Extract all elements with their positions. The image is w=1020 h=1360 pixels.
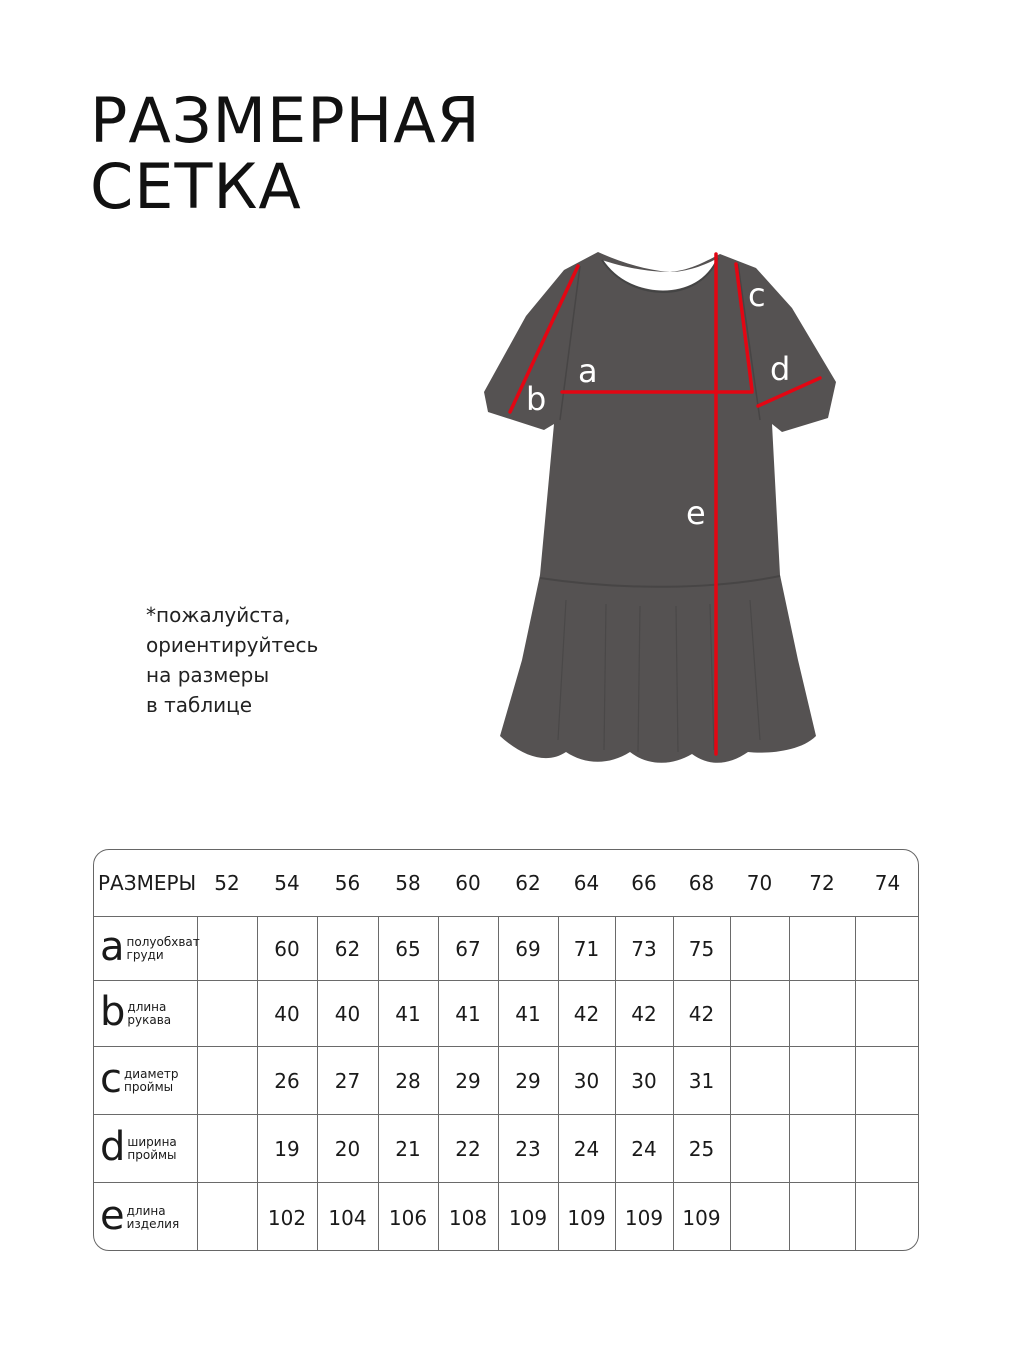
param-letter: c [100,1055,122,1102]
size-header-cell: 58 [395,871,421,895]
value-cell [855,981,919,1047]
value-cell: 31 [673,1047,730,1115]
param-label [100,1055,197,1102]
value-cell: 42 [673,981,730,1047]
param-name: длина рукава [127,999,172,1027]
param-label [100,988,197,1035]
value-cell: 109 [615,1183,673,1252]
param-letter: d [100,1123,126,1170]
value-cell: 106 [378,1183,438,1252]
param-name: полуобхват груди [126,934,200,962]
param-label [100,1192,197,1239]
table-row [94,981,919,1047]
value-cell [855,1115,919,1183]
page-title [90,84,481,223]
param-letter: a [100,923,125,970]
value-cell: 102 [257,1183,317,1252]
value-cell: 28 [378,1047,438,1115]
measure-label-d: d [770,350,791,388]
param-letter: b [100,988,126,1035]
value-cell [789,917,855,981]
value-cell [197,1183,257,1252]
size-header-cell: 54 [274,871,300,895]
value-cell: 40 [257,981,317,1047]
value-cell: 21 [378,1115,438,1183]
note-line: на размеры [146,663,270,687]
size-header-cell: 60 [455,871,481,895]
size-note [146,600,318,720]
value-cell [730,981,789,1047]
value-cell: 109 [558,1183,615,1252]
table-row [94,1115,919,1183]
size-header-cell: 62 [515,871,541,895]
value-cell: 41 [378,981,438,1047]
value-cell: 73 [615,917,673,981]
value-cell: 42 [615,981,673,1047]
note-line: *пожалуйста, [146,603,291,627]
note-line: в таблице [146,693,253,717]
dress-measurement-diagram [470,240,850,780]
param-name: диаметр проймы [124,1066,179,1094]
value-cell [730,1047,789,1115]
size-header-cell: 52 [214,871,240,895]
param-letter: e [100,1192,125,1239]
value-cell [197,1047,257,1115]
value-cell: 60 [257,917,317,981]
measure-label-a: a [578,352,598,390]
value-cell [855,1183,919,1252]
value-cell: 65 [378,917,438,981]
size-header-cell: 64 [573,871,600,895]
value-cell: 41 [438,981,498,1047]
value-cell: 109 [673,1183,730,1252]
table-row [94,1047,919,1115]
param-label-cell [94,1047,197,1115]
value-cell: 20 [317,1115,378,1183]
size-header-cell: 68 [688,871,715,895]
value-cell: 41 [498,981,558,1047]
value-cell: 30 [615,1047,673,1115]
value-cell [789,1047,855,1115]
value-cell: 27 [317,1047,378,1115]
size-header-cell: 70 [746,871,773,895]
title-line-2: СЕТКА [90,150,302,223]
title-line-1: РАЗМЕРНАЯ [90,84,481,157]
value-cell: 40 [317,981,378,1047]
param-name: ширина проймы [127,1134,177,1162]
value-cell: 62 [317,917,378,981]
value-cell [197,917,257,981]
measure-label-b: b [526,380,547,418]
value-cell: 22 [438,1115,498,1183]
table-row [94,917,919,981]
value-cell [197,981,257,1047]
size-header-cell: 74 [874,871,901,895]
param-label-cell [94,981,197,1047]
size-header-cell: 66 [631,871,657,895]
note-line: ориентируйтесь [146,633,319,657]
value-cell: 30 [558,1047,615,1115]
size-header-row [94,850,919,917]
dress-silhouette [484,252,836,763]
value-cell [730,1115,789,1183]
value-cell [789,1115,855,1183]
param-label [100,923,200,970]
value-cell: 108 [438,1183,498,1252]
param-label-cell [94,1183,197,1252]
value-cell [855,917,919,981]
value-cell: 104 [317,1183,378,1252]
value-cell: 25 [673,1115,730,1183]
value-cell: 29 [498,1047,558,1115]
value-cell: 75 [673,917,730,981]
table-row [94,1183,919,1252]
value-cell: 19 [257,1115,317,1183]
measure-label-c: c [748,276,766,314]
value-cell: 67 [438,917,498,981]
size-header-label: РАЗМЕРЫ [98,871,197,895]
size-header-cell: 56 [334,871,361,895]
value-cell [855,1047,919,1115]
param-name: длина изделия [126,1203,180,1231]
value-cell: 29 [438,1047,498,1115]
size-header-cell: 72 [809,871,835,895]
value-cell [789,1183,855,1252]
value-cell: 109 [498,1183,558,1252]
value-cell [730,917,789,981]
value-cell [197,1115,257,1183]
param-label-cell [94,1115,197,1183]
value-cell: 69 [498,917,558,981]
value-cell: 24 [615,1115,673,1183]
value-cell: 26 [257,1047,317,1115]
measure-label-e: e [686,494,706,532]
param-label [100,1123,197,1170]
value-cell [789,981,855,1047]
size-table [93,849,919,1251]
value-cell: 24 [558,1115,615,1183]
param-label-cell [94,917,200,981]
value-cell: 23 [498,1115,558,1183]
value-cell: 71 [558,917,615,981]
value-cell: 42 [558,981,615,1047]
value-cell [730,1183,789,1252]
